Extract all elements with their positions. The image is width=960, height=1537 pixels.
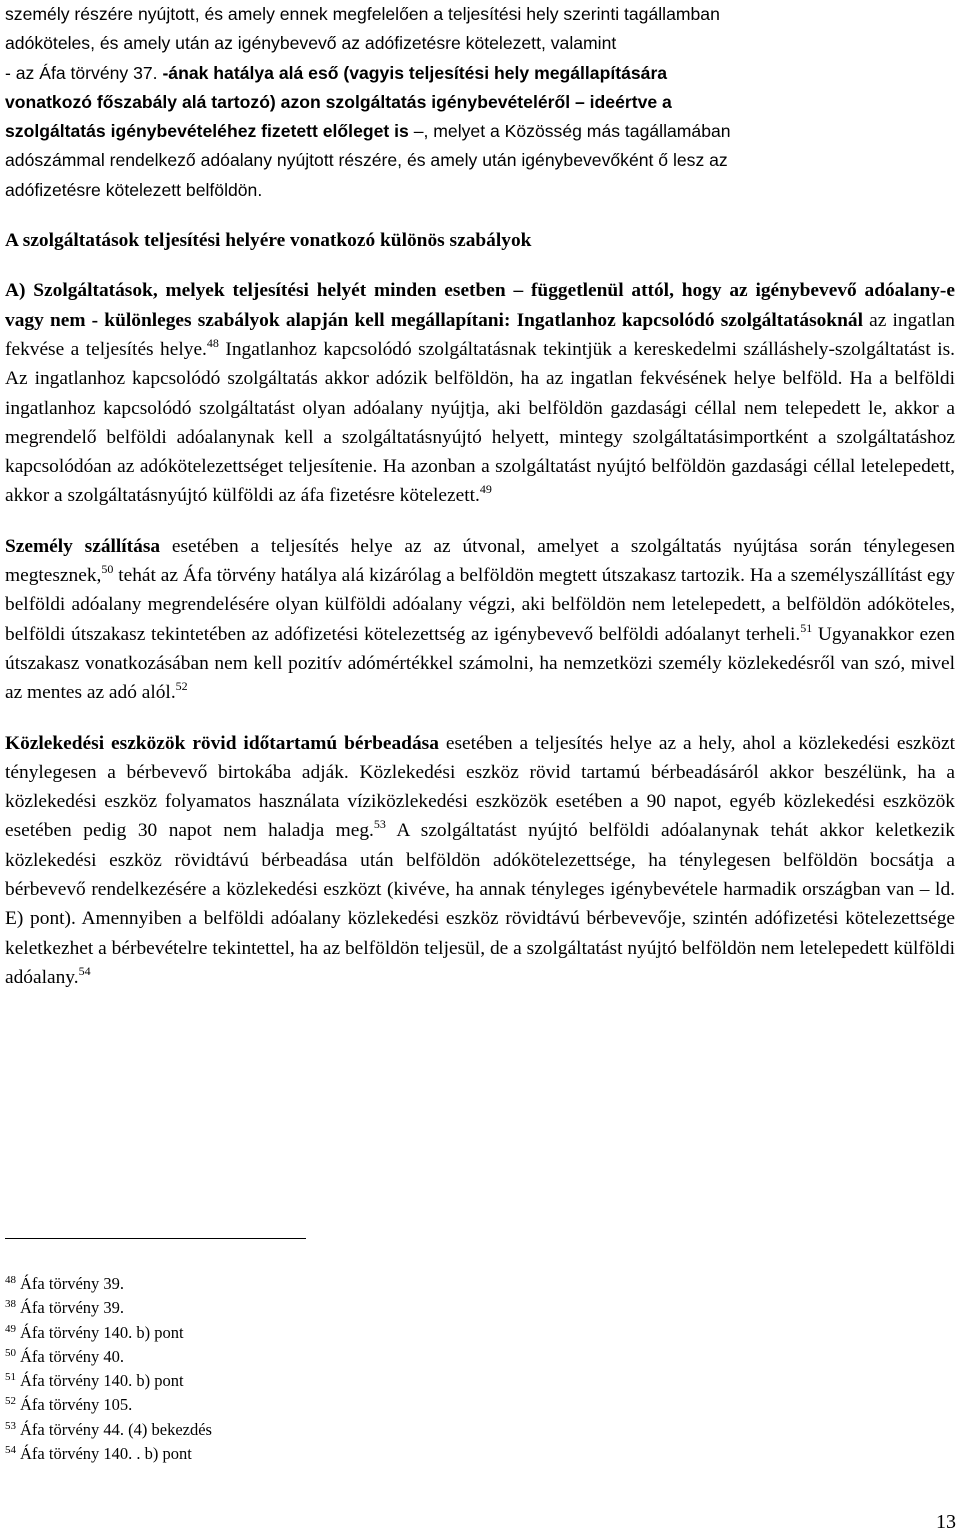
paragraph-kozlekedesi: Közlekedési eszközök rövid időtartamú bérbeadása esetében a teljesítés helye az a hely, ahol a közlekedési eszközt ténylegesen a bérbevevő birtokába adják. Közlekedési eszköz rövid tartamú bérbeadásáról akkor beszélünk, ha a közlekedési eszköz folyamatos használata víziközlekedési eszközök esetében a 90 napot, egyéb közlekedési eszközök esetében pedig 30 napot nem haladja meg.$^{53}$ A szolgáltatást nyújtó belföldi adóalanynak tehát akkor keletkezik közlekedési eszköz rövidtávú bérbeadása után belföldön adókötelezettsége, ha ténylegesen belföldön bocsátja a bérbevevő rendelkezésére a közlekedési eszközt (kivéve, ha annak tényleges igénybevétele harmadik országban van – ld. E) pont). Amennyiben a belföldi adóalany közlekedési eszköz rövidtávú bérbevevője, szintén adófizetési kötelezettsége keletkezhet a bérbevételre tekintettel, ha az belföldön teljesül, de a szolgáltatást nyújtó belföldön nem letelepedett külföldi adóalany.$^{54}$ <box>5 732 956 988</box>
footnote-ref-48: 48 <box>206 335 219 350</box>
paragraph-szemelyszallitas: Személy szállítása esetében a teljesítés helye az az útvonal, amelyet a szolgáltatás nyújtása során ténylegesen megtesznek,$^{50}$ tehát az Áfa törvény hatálya alá kizárólag a belföldön megtett útszakasz tartozik. Ha a személyszállítást egy belföldi adóalany megrendelésére olyan külföldi adóalany végzi, aki belföldön nem letelepedett, a belföldön adóköteles, belföldi útszakasz tekintetében az adófizetési kötelezettség az igénybevevő belföldi adóalanyt terheli.$^{51}$ Ugyanakkor ezen útszakasz vonatkozásában nem kell pozitív adómértékkel számolni, ha nemzetközi személy közlekedésről van szó, mivel az mentes az adó alól.$^{52}$ <box>5 535 955 704</box>
footnote-item: $^{38}$ Áfa törvény 39. <box>5 1298 125 1318</box>
footnote-ref-51: 51 <box>800 620 813 635</box>
document-page <box>5 0 956 1533</box>
footnote-item: $^{51}$ Áfa törvény 140. b) pont <box>5 1371 184 1391</box>
footnote-item: $^{52}$ Áfa törvény 105. <box>5 1395 133 1415</box>
footnote-ref-54: 54 <box>78 963 91 978</box>
footnote-list <box>5 1272 212 1466</box>
footnote-ref-49: 49 <box>479 482 492 497</box>
footnote-item: $^{53}$ Áfa törvény 44. (4) bekezdés <box>5 1419 212 1439</box>
paragraph-intro-1: személy részére nyújtott, és amely ennek megfelelően a teljesítési hely szerinti tagállamban adóköteles, és amely után az igénybevevő az adófizetésre kötelezett, valamint - az Áfa törvény 37. -ának hatálya alá eső (vagyis teljesítési hely megállapítására vonatkozó főszabály alá tartozó) azon szolgáltatás igénybevételéről – ideértve a szolgáltatás igénybevételéhez fizetett előleget is –, melyet a Közösség más tagállamában adószámmal rendelkező adóalany nyújtott részére, és amely után igénybevevőként ő lesz az adófizetésre kötelezett belföldön. <box>5 4 731 200</box>
footnote-item: $^{49}$ Áfa törvény 140. b) pont <box>5 1322 184 1342</box>
footnote-ref-50: 50 <box>101 562 114 577</box>
page-number: 13 <box>936 1511 956 1533</box>
footnote-item: $^{48}$ Áfa törvény 39. <box>5 1274 125 1293</box>
footnote-item: $^{54}$ Áfa törvény 140. . b) pont <box>5 1444 192 1464</box>
footnote-separator <box>5 1238 306 1239</box>
footnote-ref-52: 52 <box>175 679 188 694</box>
section-heading: A szolgáltatások teljesítési helyére vonatkozó különös szabályok <box>5 230 532 252</box>
paragraph-a: A) Szolgáltatások, melyek teljesítési helyét minden esetben – függetlenül attól, hogy az igénybevevő adóalany-e vagy nem - különleges szabályok alapján kell megállapítani: Ingatlanhoz kapcsolódó szolgáltatásoknál az ingatlan fekvése a teljesítés helye.$^{48}$ Ingatlanhoz kapcsolódó szolgáltatásnak tekintjük a kereskedelmi szálláshely-szolgáltatást is. Az ingatlanhoz kapcsolódó szolgáltatás akkor adózik belföldön, ha az ingatlan fekvésének helye belföld. Ha a belföldi ingatlanhoz kapcsolódó szolgáltatást olyan adóalany nyújtja, aki belföldön gazdasági céllal nem telepedett le, akkor a megrendelő belföldi adóalanynak kell a szolgáltatásnyújtó helyett, mintegy szolgáltatásimportként a szolgáltatáshoz kapcsolódóan az adókötelezettséget teljesítenie. Ha azonban a szolgáltatást nyújtó belföldön gazdasági céllal letelepedett, akkor a szolgáltatásnyújtó külföldi az áfa fizetésre kötelezett.$^{49}$ <box>5 280 956 507</box>
footnote-ref-53: 53 <box>373 817 386 832</box>
footnote-item: $^{50}$ Áfa törvény 40. <box>5 1346 125 1366</box>
